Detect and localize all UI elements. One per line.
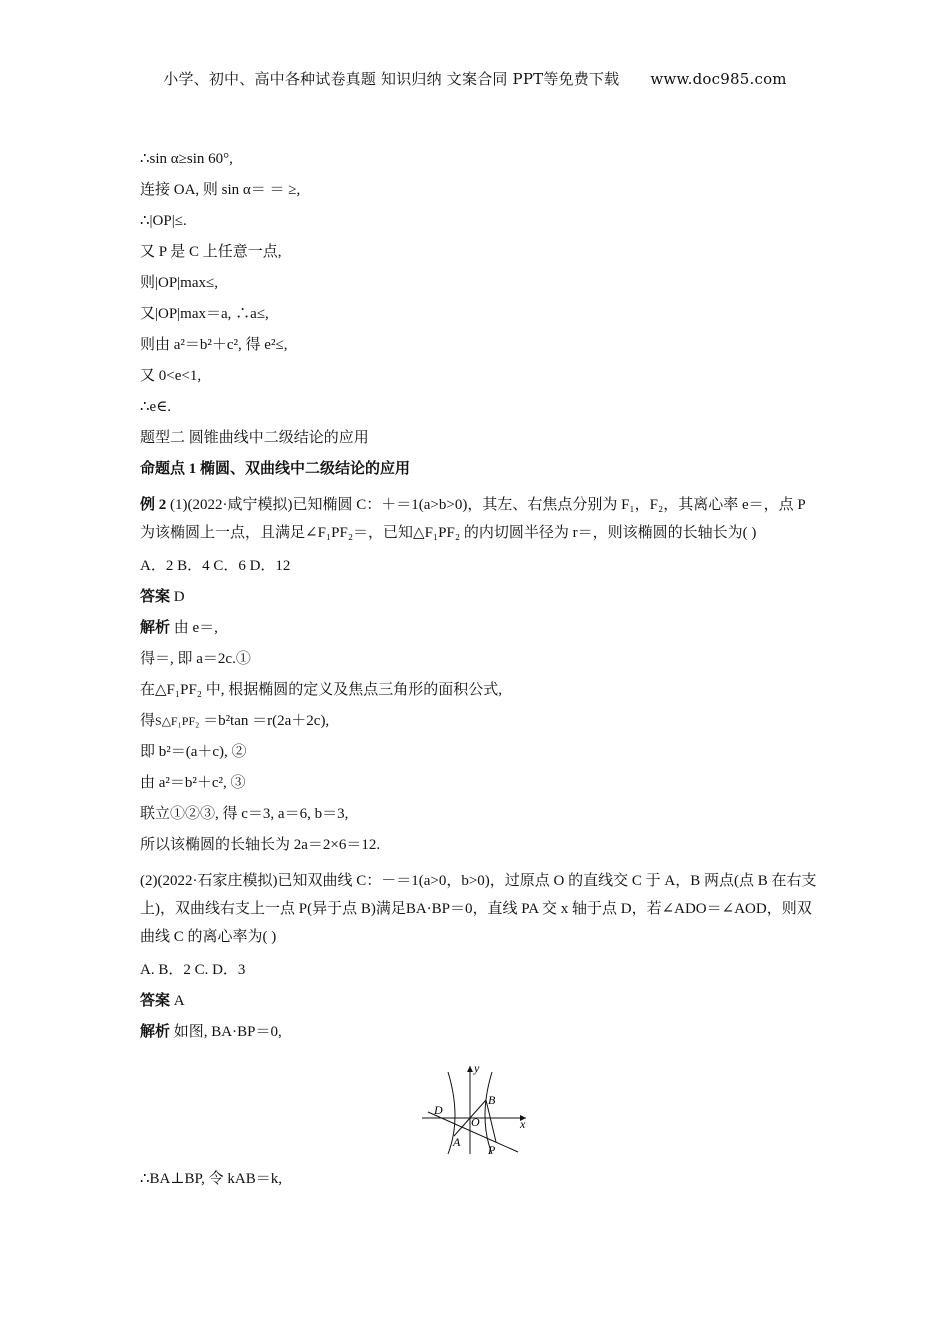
example-text: (1)(2022·咸宁模拟)已知椭圆 C：＋＝1(a>b>0)，其左、右焦点分别为 F₁，F₂，其离心率 e＝，点 P 为该椭圆上一点，且满足∠F₁PF₂＝，已知△F₁PF₂ 的内切圆半径为 r＝，则该椭圆的长轴长为( ) <box>140 497 806 541</box>
text-line: 由 a²＝b²＋c², ③ <box>140 775 246 791</box>
answer-value: A <box>170 993 185 1009</box>
text-rest: ＝b²tan ＝r(2a＋2c), <box>199 713 330 729</box>
page-header <box>0 68 950 89</box>
example-label: 例 2 <box>140 497 167 513</box>
answer-label: 答案 <box>140 993 171 1009</box>
text-prefix: 得 <box>140 713 156 729</box>
text-line: 则|OP|max≤, <box>140 275 218 291</box>
example-2-part-1 <box>140 491 820 547</box>
example-2-part-2: (2)(2022·石家庄模拟)已知双曲线 C：－＝1(a>0，b>0)，过原点 O 的直线交 C 于 A，B 两点(点 B 在右支上)，双曲线右支上一点 P(异于点 B)满足BA·BP＝0，直线 PA 交 x 轴于点 D，若∠ADO＝∠AOD，则双曲线 C 的离心率为( ) <box>140 873 817 945</box>
hyperbola-figure <box>140 1062 820 1160</box>
text-line: 联立①②③, 得 c＝3, a＝6, b＝3, <box>140 806 349 822</box>
answer-line <box>140 588 820 619</box>
text-line <box>140 712 820 743</box>
label-o: O <box>471 1115 480 1129</box>
y-axis-arrow <box>467 1066 473 1072</box>
header-text: 小学、初中、高中各种试卷真题 知识归纳 文案合同 PPT等免费下载 <box>163 70 620 88</box>
section-heading: 题型二 圆锥曲线中二级结论的应用 <box>140 430 369 446</box>
text-line: 则由 a²＝b²＋c², 得 e²≤, <box>140 337 288 353</box>
label-y: y <box>474 1062 480 1075</box>
answer-label: 答案 <box>140 589 171 605</box>
analysis-line <box>140 1023 820 1054</box>
answer-line <box>140 992 820 1023</box>
text-line: 又 0<e<1, <box>140 368 202 384</box>
label-p: P <box>488 1143 496 1157</box>
area-symbol: S△F₁PF₂ <box>155 714 200 728</box>
label-a: A <box>453 1135 461 1149</box>
right-branch <box>485 1072 492 1154</box>
analysis-label: 解析 <box>140 1024 171 1040</box>
subsection-heading: 命题点 1 椭圆、双曲线中二级结论的应用 <box>140 461 411 477</box>
analysis-line <box>140 619 820 650</box>
answer-value: D <box>170 589 185 605</box>
analysis-text: 如图, BA·BP＝0, <box>170 1024 282 1040</box>
analysis-label: 解析 <box>140 620 171 636</box>
options-line: A. B．2 C. D．3 <box>140 962 246 978</box>
text-line: ∴sin α≥sin 60°, <box>140 151 233 167</box>
document-body <box>140 150 820 1201</box>
header-site: www.doc985.com <box>650 70 787 88</box>
text-line: 即 b²＝(a＋c), ② <box>140 744 247 760</box>
text-line: 又 P 是 C 上任意一点, <box>140 244 282 260</box>
text-line: ∴|OP|≤. <box>140 213 187 229</box>
analysis-text: 由 e＝, <box>170 620 218 636</box>
options-line: A．2 B．4 C．6 D．12 <box>140 558 291 574</box>
label-x: x <box>520 1117 526 1131</box>
label-b: B <box>488 1093 496 1107</box>
text-line: ∴BA⊥BP, 令 kAB＝k, <box>140 1171 283 1187</box>
text-line: ∴e∈. <box>140 399 172 415</box>
label-d: D <box>434 1103 443 1117</box>
text-line: 又|OP|max＝a, ∴a≤, <box>140 306 269 322</box>
text-line: 在△F₁PF₂ 中, 根据椭圆的定义及焦点三角形的面积公式, <box>140 682 503 698</box>
text-line: 连接 OA, 则 sin α＝ ＝ ≥, <box>140 182 301 198</box>
hyperbola-diagram <box>418 1062 530 1158</box>
text-line: 所以该椭圆的长轴长为 2a＝2×6＝12. <box>140 837 381 853</box>
text-line: 得＝, 即 a＝2c.① <box>140 651 251 667</box>
